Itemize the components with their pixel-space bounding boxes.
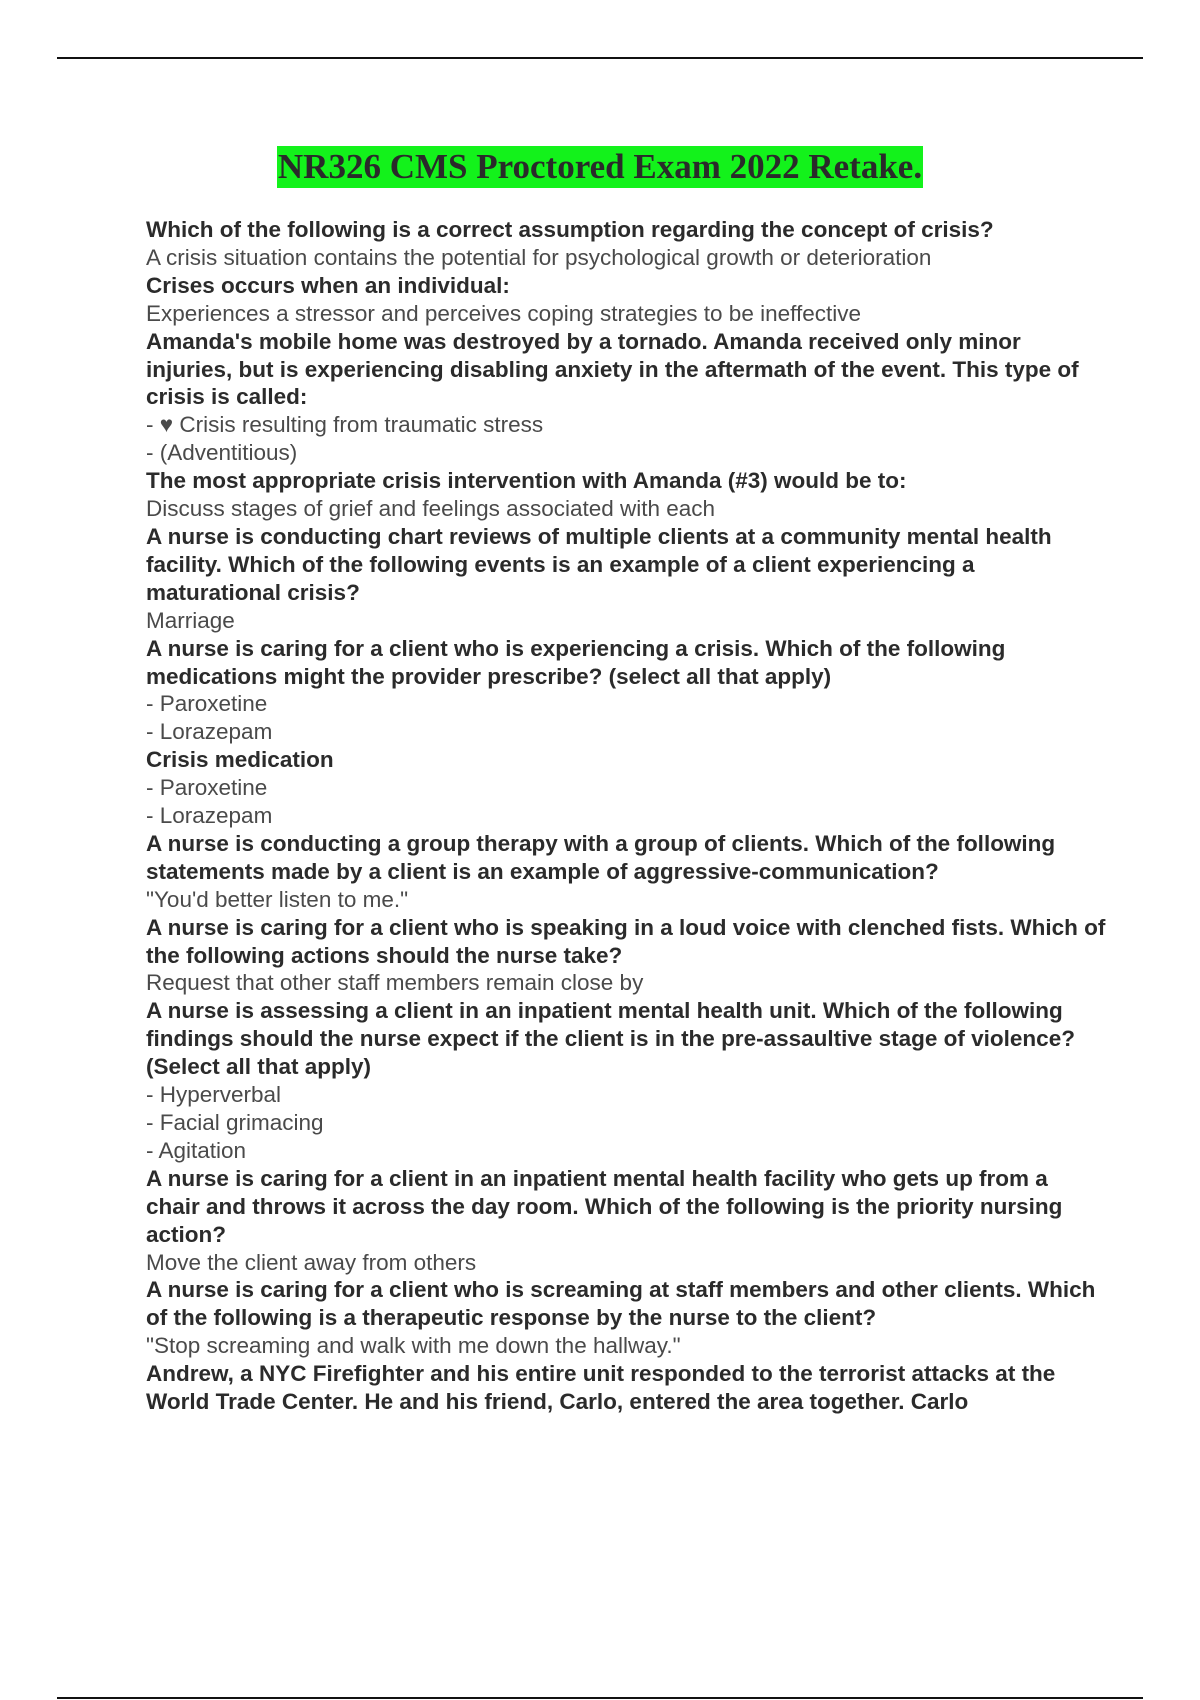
qa-item	[146, 216, 1106, 272]
answer-text: Request that other staff members remain close by	[146, 970, 644, 996]
question-text: Which of the following is a correct assumption regarding the concept of crisis?	[146, 217, 994, 242]
qa-item	[146, 1360, 1106, 1416]
qa-item	[146, 523, 1106, 635]
top-rule	[57, 57, 1143, 59]
answer-text: - ♥ Crisis resulting from traumatic stress	[146, 412, 544, 438]
question-text: Andrew, a NYC Firefighter and his entire unit responded to the terrorist attacks at the World Trade Center. He and his friend, Carlo, entered the area together. Carlo	[146, 1361, 1056, 1415]
answer-text: - Agitation	[146, 1137, 247, 1163]
answer-text: "Stop screaming and walk with me down the hallway."	[146, 1333, 681, 1359]
qa-item	[146, 1165, 1106, 1277]
answer-text: Move the client away from others	[146, 1249, 477, 1275]
qa-item	[146, 1276, 1106, 1360]
title-container	[0, 146, 1200, 188]
question-text: Amanda's mobile home was destroyed by a tornado. Amanda received only minor injuries, but is experiencing disabling anxiety in the aftermath of the event. This type of crisis is called:	[146, 328, 1079, 410]
qa-item	[146, 997, 1106, 1164]
answer-text: A crisis situation contains the potential for psychological growth or deterioration	[146, 244, 932, 270]
question-text: The most appropriate crisis intervention with Amanda (#3) would be to:	[146, 468, 907, 494]
question-text: A nurse is caring for a client who is experiencing a crisis. Which of the following medications might the provider prescribe? (select all that apply)	[146, 635, 1006, 689]
qa-item	[146, 830, 1106, 914]
qa-item	[146, 272, 1106, 328]
answer-text: - Paroxetine	[146, 775, 268, 801]
document-title: NR326 CMS Proctored Exam 2022 Retake.	[277, 147, 923, 186]
question-text: A nurse is assessing a client in an inpatient mental health unit. Which of the following findings should the nurse expect if the client is in the pre-assaultive stage of violence? (Select all that apply)	[146, 998, 1075, 1080]
answer-text: - (Adventitious)	[146, 440, 298, 466]
question-text: A nurse is conducting a group therapy with a group of clients. Which of the following statements made by a client is an example of aggressive-communication?	[146, 830, 1056, 884]
question-text: Crisis medication	[146, 747, 334, 773]
answer-text: - Lorazepam	[146, 803, 273, 829]
question-text: A nurse is conducting chart reviews of multiple clients at a community mental health facility. Which of the following events is an example of a client experiencing a maturational crisis?	[146, 523, 1052, 605]
answer-text: Marriage	[146, 607, 235, 633]
question-text: A nurse is caring for a client who is speaking in a loud voice with clenched fists. Which of the following actions should the nurse take?	[146, 914, 1106, 968]
answer-text: - Paroxetine	[146, 691, 268, 717]
qa-item	[146, 467, 1106, 523]
qa-item	[146, 635, 1106, 747]
question-text: Crises occurs when an individual:	[146, 272, 510, 298]
answer-text: Discuss stages of grief and feelings associated with each	[146, 496, 716, 522]
answer-text: - Facial grimacing	[146, 1110, 324, 1135]
question-text: A nurse is caring for a client in an inpatient mental health facility who gets up from a chair and throws it across the day room. Which of the following is the priority nursing action?	[146, 1165, 1063, 1247]
qa-item	[146, 914, 1106, 998]
answer-text: "You'd better listen to me."	[146, 886, 409, 912]
document-body	[146, 216, 1106, 1416]
answer-text: Experiences a stressor and perceives coping strategies to be ineffective	[146, 300, 861, 326]
bottom-rule	[57, 1697, 1143, 1699]
question-text: A nurse is caring for a client who is screaming at staff members and other clients. Which of the following is a therapeutic response by the nurse to the client?	[146, 1277, 1096, 1331]
qa-item	[146, 746, 1106, 830]
answer-text: - Hyperverbal	[146, 1082, 282, 1108]
qa-item	[146, 328, 1106, 468]
answer-text: - Lorazepam	[146, 719, 273, 745]
